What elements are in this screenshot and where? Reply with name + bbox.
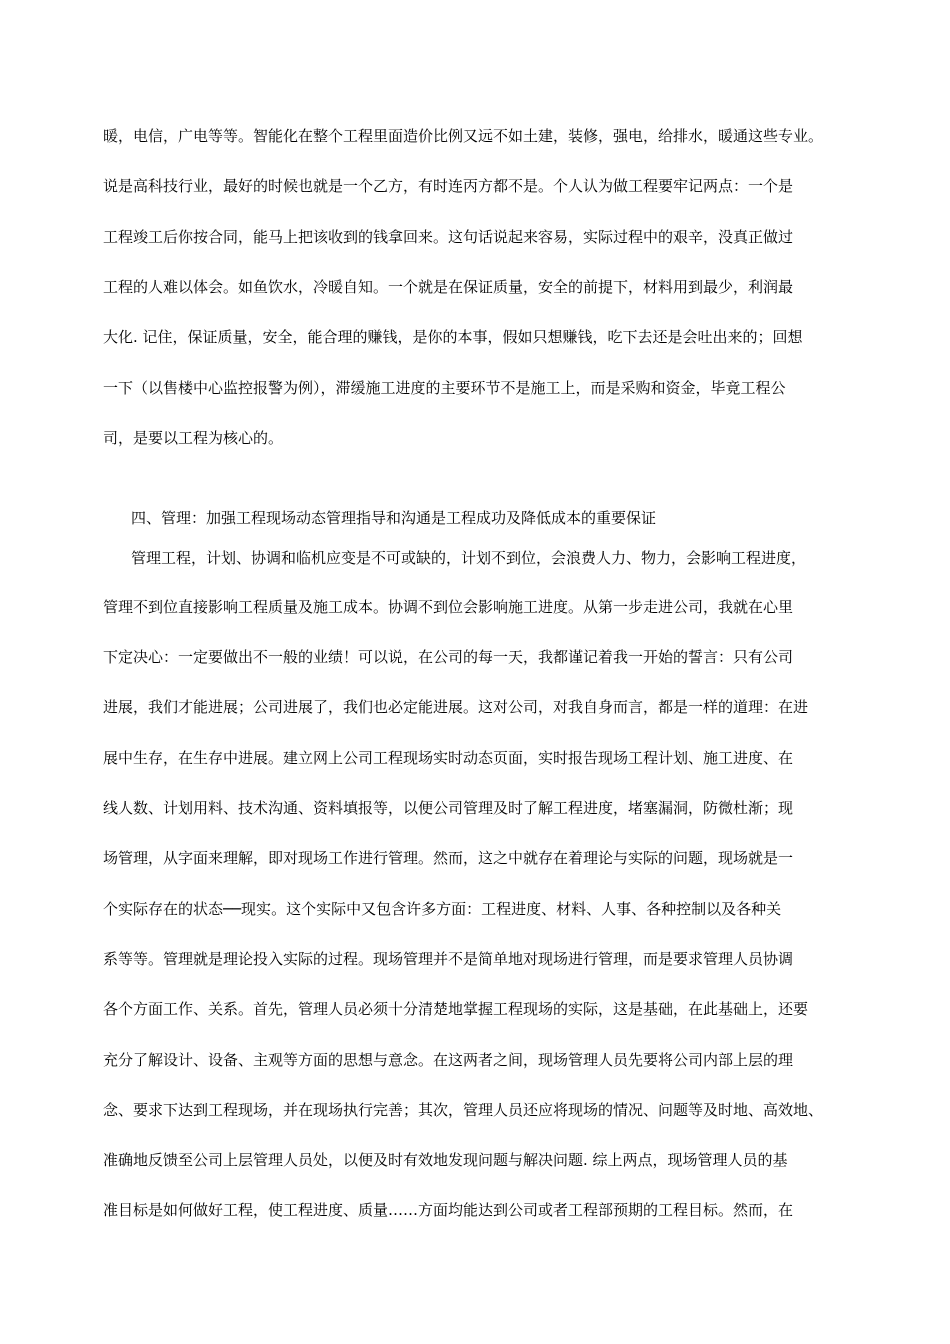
text-line: 进展，我们才能进展；公司进展了，我们也必定能进展。这对公司，对我自身而言，都是一样的道理：在进 bbox=[103, 698, 809, 716]
text-line: 准目标是如何做好工程，使工程进度、质量……方面均能达到公司或者工程部预期的工程目标。然而，在 bbox=[103, 1201, 794, 1219]
text-line: 大化. 记住，保证质量，安全，能合理的赚钱，是你的本事，假如只想赚钱，吃下去还是会吐出来的；回想 bbox=[103, 328, 803, 346]
text-line: 管理不到位直接影响工程质量及施工成本。协调不到位会影响施工进度。从第一步走进公司，我就在心里 bbox=[103, 598, 794, 616]
text-line: 下定决心：一定要做出不一般的业绩！可以说，在公司的每一天，我都谨记着我一开始的誓言：只有公司 bbox=[103, 648, 794, 666]
text-line: 暖，电信，广电等等。智能化在整个工程里面造价比例又远不如土建，装修，强电，给排水，暖通这些专业。 bbox=[103, 127, 824, 145]
text-line: 各个方面工作、关系。首先，管理人员必须十分清楚地掌握工程现场的实际，这是基础，在此基础上，还要 bbox=[103, 1000, 809, 1018]
text-line: 念、要求下达到工程现场，并在现场执行完善；其次，管理人员还应将现场的情况、问题等及时地、高效地、 bbox=[103, 1101, 824, 1119]
text-line: 充分了解设计、设备、主观等方面的思想与意念。在这两者之间，现场管理人员先要将公司内部上层的理 bbox=[103, 1051, 794, 1069]
text-line: 场管理，从字面来理解，即对现场工作进行管理。然而，这之中就存在着理论与实际的问题，现场就是一 bbox=[103, 849, 794, 867]
text-line: 个实际存在的状态──现实。这个实际中又包含许多方面：工程进度、材料、人事、各种控制以及各种关 bbox=[103, 900, 782, 918]
text-line: 准确地反馈至公司上层管理人员处，以便及时有效地发现问题与解决问题. 综上两点，现场管理人员的基 bbox=[103, 1151, 788, 1169]
section-heading: 四、管理：加强工程现场动态管理指导和沟通是工程成功及降低成本的重要保证 bbox=[131, 509, 657, 527]
text-line: 系等等。管理就是理论投入实际的过程。现场管理并不是简单地对现场进行管理，而是要求管理人员协调 bbox=[103, 950, 794, 968]
text-line: 一下（以售楼中心监控报警为例），滞缓施工进度的主要环节不是施工上，而是采购和资金，毕竟工程公 bbox=[103, 379, 786, 397]
text-line: 管理工程，计划、协调和临机应变是不可或缺的，计划不到位，会浪费人力、物力，会影响工程进度， bbox=[131, 549, 807, 567]
text-line: 展中生存，在生存中进展。建立网上公司工程现场实时动态页面，实时报告现场工程计划、施工进度、在 bbox=[103, 749, 794, 767]
text-line: 司，是要以工程为核心的。 bbox=[103, 429, 284, 447]
text-line: 线人数、计划用料、技术沟通、资料填报等，以便公司管理及时了解工程进度，堵塞漏洞，防微杜渐；现 bbox=[103, 799, 794, 817]
text-line: 说是高科技行业，最好的时候也就是一个乙方，有时连丙方都不是。个人认为做工程要牢记两点：一个是 bbox=[103, 177, 794, 195]
text-line: 工程竣工后你按合同，能马上把该收到的钱拿回来。这句话说起来容易，实际过程中的艰辛，没真正做过 bbox=[103, 228, 794, 246]
text-line: 工程的人难以体会。如鱼饮水，冷暖自知。一个就是在保证质量，安全的前提下，材料用到最少，利润最 bbox=[103, 278, 794, 296]
